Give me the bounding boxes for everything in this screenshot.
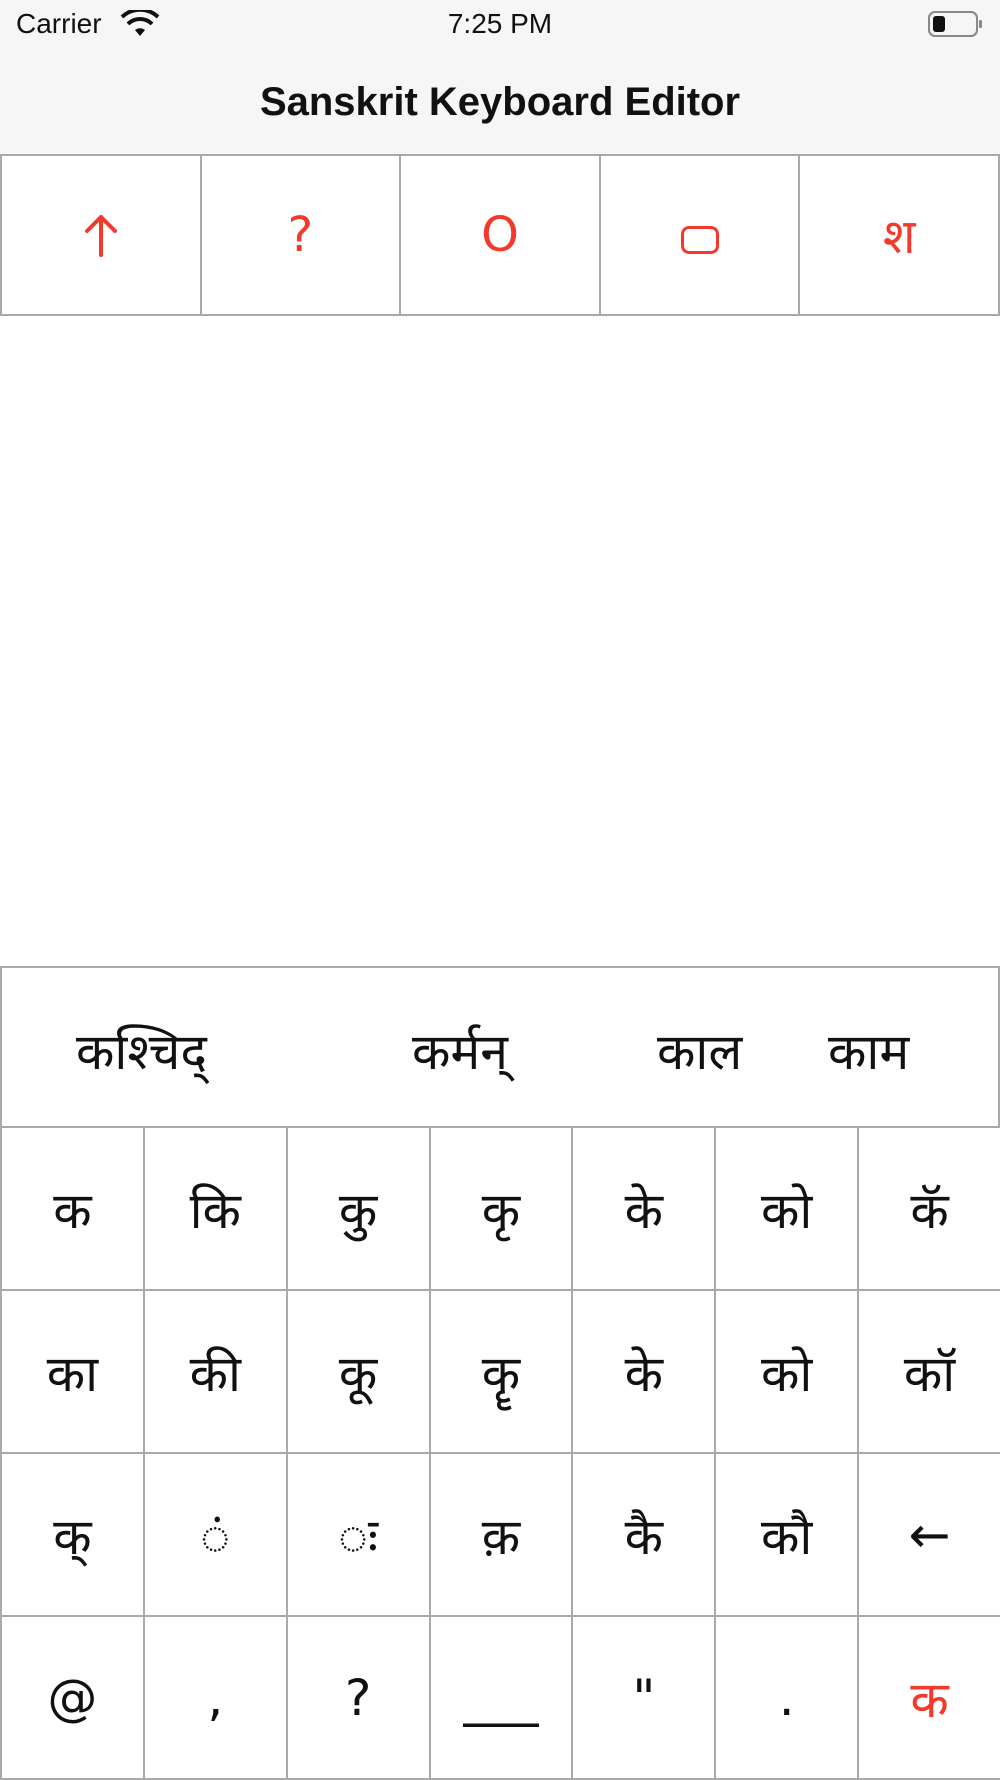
key[interactable]: के — [571, 1126, 716, 1291]
key[interactable]: कू — [286, 1289, 431, 1454]
page-title: Sanskrit Keyboard Editor — [259, 80, 741, 124]
key[interactable]: कॄ — [429, 1289, 574, 1454]
rounded-rect-icon — [681, 226, 719, 254]
circle-button[interactable] — [399, 154, 601, 316]
battery-icon — [928, 10, 984, 38]
comma-key[interactable]: , — [143, 1615, 288, 1780]
key[interactable]: की — [143, 1289, 288, 1454]
period-key[interactable]: . — [714, 1615, 859, 1780]
suggestion-item[interactable]: काम — [828, 1023, 910, 1081]
suggestion-item[interactable]: काल — [657, 1023, 743, 1081]
help-button[interactable] — [200, 154, 402, 316]
anusvara-key[interactable]: ं — [143, 1452, 288, 1617]
key[interactable]: कु — [286, 1126, 431, 1291]
key[interactable]: क् — [0, 1452, 145, 1617]
rect-button[interactable] — [599, 154, 801, 316]
suggestion-item[interactable]: कर्मन् — [412, 1023, 509, 1081]
key[interactable]: कॉ — [857, 1289, 1000, 1454]
key[interactable]: कौ — [714, 1452, 859, 1617]
key[interactable]: का — [0, 1289, 145, 1454]
key[interactable]: क — [0, 1126, 145, 1291]
key[interactable]: क़ — [429, 1452, 574, 1617]
suggestion-bar — [0, 966, 1000, 1128]
shift-button[interactable] — [0, 154, 202, 316]
status-time: 7:25 PM — [447, 8, 553, 39]
key[interactable]: कॅ — [857, 1126, 1000, 1291]
carrier-label: Carrier — [16, 8, 102, 39]
navigation-bar — [0, 56, 1000, 154]
devanagari-sha-icon: श — [882, 208, 916, 265]
question-key[interactable]: ? — [286, 1615, 431, 1780]
key[interactable]: के — [571, 1289, 716, 1454]
toolbar — [0, 154, 1000, 316]
script-button[interactable] — [798, 154, 1000, 316]
key[interactable]: को — [714, 1126, 859, 1291]
at-key[interactable]: @ — [0, 1615, 145, 1780]
key[interactable]: को — [714, 1289, 859, 1454]
circle-o-icon: O — [481, 207, 519, 263]
visarga-key[interactable]: ः — [286, 1452, 431, 1617]
arrow-up-icon — [81, 211, 121, 259]
key[interactable]: कै — [571, 1452, 716, 1617]
key[interactable]: कि — [143, 1126, 288, 1291]
script-switch-key[interactable]: क — [857, 1615, 1000, 1780]
quote-key[interactable]: " — [571, 1615, 716, 1780]
key[interactable]: कृ — [429, 1126, 574, 1291]
question-icon: ? — [287, 207, 314, 263]
status-bar — [0, 0, 1000, 56]
space-key[interactable]: ___ — [429, 1615, 574, 1780]
keyboard — [0, 1126, 1000, 1778]
suggestion-item[interactable]: कश्चिद् — [76, 1023, 207, 1081]
text-editor[interactable] — [0, 318, 1000, 966]
backspace-key[interactable]: ← — [857, 1452, 1000, 1617]
